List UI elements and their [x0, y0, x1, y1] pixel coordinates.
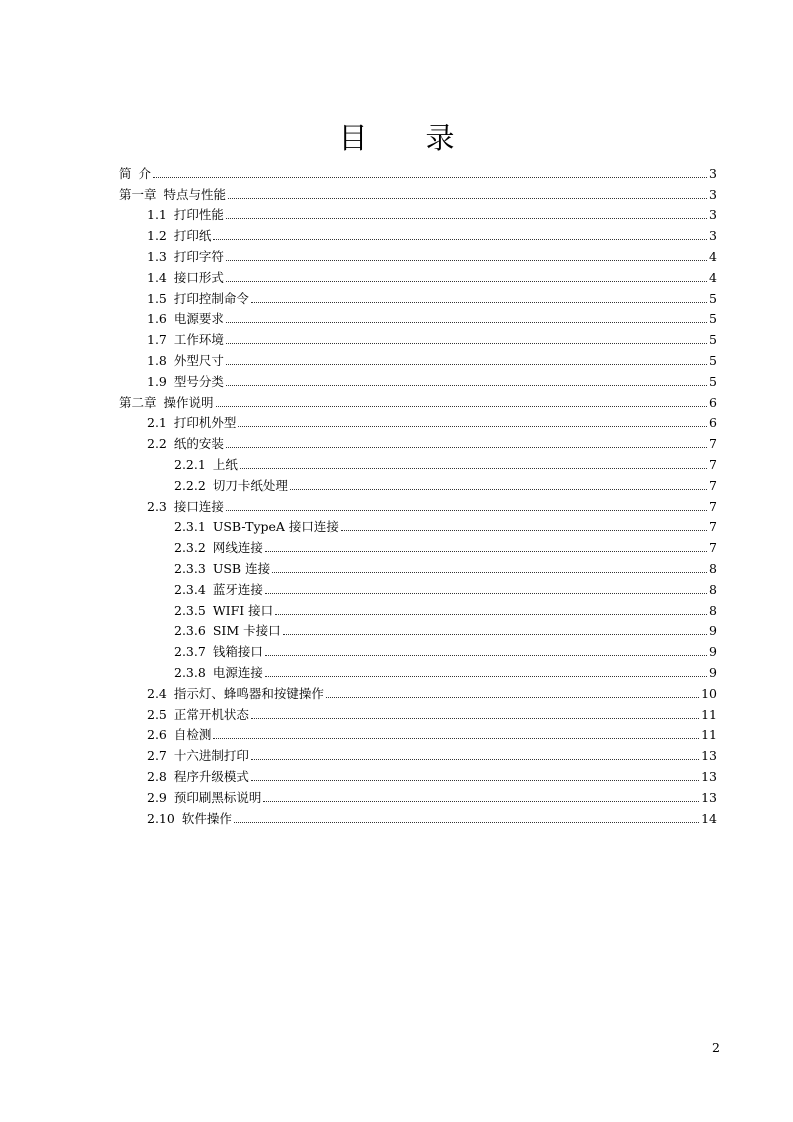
- toc-entry[interactable]: [119, 472, 717, 493]
- toc-entry-label: 预印刷黑标说明: [173, 789, 262, 805]
- toc-entry-title: [147, 228, 211, 243]
- toc-dot-leader: [228, 197, 707, 199]
- toc-entry[interactable]: [119, 597, 717, 618]
- toc-dot-leader: [265, 592, 707, 594]
- toc-entry-label: WIFI 接口: [212, 602, 274, 618]
- toc-entry-label: 外型尺寸: [173, 352, 224, 368]
- toc-entry[interactable]: [119, 742, 717, 763]
- toc-dot-leader: [226, 342, 707, 344]
- toc-entry-title: [174, 519, 339, 534]
- toc-entry-page: 7: [709, 436, 717, 452]
- toc-entry-page: 3: [709, 228, 717, 244]
- toc-entry-title: [174, 457, 238, 472]
- toc-entry-number: 2.1: [147, 415, 167, 431]
- toc-entry-label: SIM 卡接口: [212, 623, 281, 639]
- toc-entry-number: 2.5: [147, 706, 167, 722]
- toc-dot-leader: [234, 821, 699, 823]
- toc-dot-leader: [251, 301, 707, 303]
- toc-dot-leader: [283, 633, 707, 635]
- toc-entry-label: 工作环境: [173, 332, 224, 348]
- toc-entry-number: 2.3.7: [174, 644, 206, 660]
- toc-dot-leader: [265, 675, 707, 677]
- toc-entry-page: 7: [709, 540, 717, 556]
- toc-dot-leader: [251, 717, 699, 719]
- toc-entry-title: [147, 374, 224, 389]
- toc-entry-page: 5: [709, 290, 717, 306]
- toc-entry-label: 介: [138, 165, 152, 181]
- toc-entry-title: [147, 811, 232, 826]
- toc-entry-title: [174, 582, 263, 597]
- toc-entry[interactable]: [119, 222, 717, 243]
- toc-entry-page: 3: [709, 186, 717, 202]
- toc-entry-page: 5: [709, 311, 717, 327]
- toc-entry-page: 7: [709, 456, 717, 472]
- toc-entry-page: 11: [701, 727, 717, 743]
- toc-entry-page: 6: [709, 394, 717, 410]
- toc-entry-page: 11: [701, 706, 717, 722]
- toc-entry-label: 十六进制打印: [173, 748, 249, 764]
- toc-entry-label: 打印机外型: [173, 415, 237, 431]
- toc-entry-title: [147, 686, 324, 701]
- toc-entry-label: USB 连接: [212, 560, 271, 576]
- toc-dot-leader: [226, 259, 707, 261]
- toc-entry-page: 5: [709, 352, 717, 368]
- toc-entry-number: 1.3: [147, 248, 167, 264]
- toc-entry-number: 2.6: [147, 727, 167, 743]
- toc-entry-title: [147, 499, 224, 514]
- toc-entry[interactable]: [119, 805, 717, 826]
- toc-entry-number: 2.3.4: [174, 581, 206, 597]
- toc-entry-title: [147, 415, 236, 430]
- toc-entry[interactable]: [119, 430, 717, 451]
- toc-entry-title: [147, 291, 249, 306]
- toc-entry-page: 8: [709, 581, 717, 597]
- toc-entry-label: 操作说明: [163, 394, 214, 410]
- toc-entry-page: 5: [709, 332, 717, 348]
- toc-entry-title: [147, 207, 224, 222]
- toc-entry[interactable]: [119, 451, 717, 472]
- toc-dot-leader: [216, 405, 707, 407]
- toc-entry-page: 8: [709, 560, 717, 576]
- toc-entry-page: 9: [709, 664, 717, 680]
- toc-entry[interactable]: [119, 680, 717, 701]
- toc-dot-leader: [263, 800, 699, 802]
- toc-entry-label: 程序升级模式: [173, 768, 249, 784]
- toc-entry-number: 2.3.5: [174, 602, 206, 618]
- toc-dot-leader: [226, 384, 707, 386]
- toc-dot-leader: [226, 280, 707, 282]
- toc-entry[interactable]: [119, 181, 717, 202]
- toc-entry-title: [147, 769, 249, 784]
- toc-dot-leader: [290, 488, 707, 490]
- toc-entry-number: 1.5: [147, 290, 167, 306]
- toc-dot-leader: [341, 529, 707, 531]
- toc-dot-leader: [275, 613, 707, 615]
- toc-entry-page: 13: [701, 748, 717, 764]
- toc-entry-label: USB-TypeA 接口连接: [212, 519, 339, 535]
- toc-entry-label: 钱箱接口: [212, 644, 263, 660]
- toc-dot-leader: [226, 321, 707, 323]
- toc-entry-title: [174, 623, 281, 638]
- toc-entry-label: 打印纸: [173, 228, 212, 244]
- toc-entry-title: [119, 187, 226, 202]
- toc-entry-page: 6: [709, 415, 717, 431]
- toc-entry-label: 指示灯、蜂鸣器和按键操作: [173, 685, 324, 701]
- toc-entry[interactable]: [119, 202, 717, 223]
- toc-entry-page: 10: [701, 685, 717, 701]
- toc-entry-number: 1.9: [147, 373, 167, 389]
- toc-entry-title: [147, 311, 224, 326]
- toc-entry-label: 电源要求: [173, 311, 224, 327]
- toc-entry-label: 正常开机状态: [173, 706, 249, 722]
- toc-entry-number: 1.7: [147, 332, 167, 348]
- toc-entry-title: [119, 395, 214, 410]
- toc-entry-number: 简: [119, 165, 132, 181]
- toc-entry-number: 2.3.1: [174, 519, 206, 535]
- toc-entry-label: 接口连接: [173, 498, 224, 514]
- toc-entry[interactable]: [119, 493, 717, 514]
- toc-dot-leader: [326, 696, 699, 698]
- toc-entry-label: 特点与性能: [163, 186, 227, 202]
- toc-entry-label: 接口形式: [173, 269, 224, 285]
- toc-entry-title: [147, 270, 224, 285]
- toc-entry-label: 打印性能: [173, 207, 224, 223]
- toc-entry[interactable]: [119, 576, 717, 597]
- toc-entry[interactable]: [119, 659, 717, 680]
- toc-entry-number: 2.8: [147, 768, 167, 784]
- toc-entry-number: 第二章: [119, 394, 157, 410]
- toc-entry-label: 网线连接: [212, 540, 263, 556]
- toc-entry-title: [174, 603, 273, 618]
- toc-entry-number: 2.3.8: [174, 664, 206, 680]
- toc-entry-number: 2.3.6: [174, 623, 206, 639]
- toc-dot-leader: [251, 758, 699, 760]
- toc-dot-leader: [265, 654, 707, 656]
- page-title: [0, 118, 793, 158]
- toc-entry-number: 2.9: [147, 789, 167, 805]
- toc-entry-title: [174, 644, 263, 659]
- toc-entry[interactable]: [119, 701, 717, 722]
- toc-dot-leader: [238, 425, 707, 427]
- toc-entry[interactable]: [119, 264, 717, 285]
- toc-entry-title: [147, 790, 261, 805]
- toc-dot-leader: [265, 550, 707, 552]
- toc-entry-title: [147, 332, 224, 347]
- toc-entry[interactable]: [119, 514, 717, 535]
- toc-entry-page: 4: [709, 269, 717, 285]
- toc-entry-number: 1.8: [147, 352, 167, 368]
- toc-entry-page: 13: [701, 789, 717, 805]
- toc-entry[interactable]: [119, 243, 717, 264]
- toc-entry[interactable]: [119, 534, 717, 555]
- toc-entry-label: 上纸: [212, 456, 238, 472]
- toc-entry[interactable]: [119, 784, 717, 805]
- page-title-char-2: 录: [425, 121, 455, 155]
- toc-entry[interactable]: [119, 285, 717, 306]
- toc-entry-title: [147, 353, 224, 368]
- toc-entry[interactable]: [119, 618, 717, 639]
- toc-dot-leader: [226, 509, 707, 511]
- toc-entry-page: 7: [709, 477, 717, 493]
- toc-entry-label: 切刀卡纸处理: [212, 477, 288, 493]
- toc-entry[interactable]: [119, 368, 717, 389]
- toc-dot-leader: [226, 446, 707, 448]
- toc-entry-title: [174, 665, 263, 680]
- toc-dot-leader: [213, 238, 707, 240]
- toc-entry[interactable]: [119, 160, 717, 181]
- toc-entry-number: 2.7: [147, 748, 167, 764]
- toc-entry[interactable]: [119, 347, 717, 368]
- toc-entry-label: 纸的安装: [173, 436, 224, 452]
- toc-entry-label: 打印控制命令: [173, 290, 249, 306]
- toc-entry-number: 1.6: [147, 311, 167, 327]
- toc-entry-number: 2.3.2: [174, 540, 206, 556]
- toc-entry-title: [147, 707, 249, 722]
- toc-entry-page: 9: [709, 623, 717, 639]
- toc-entry[interactable]: [119, 722, 717, 743]
- toc-entry-number: 1.2: [147, 228, 167, 244]
- toc-entry[interactable]: [119, 389, 717, 410]
- toc-entry-page: 7: [709, 498, 717, 514]
- page-number: 2: [712, 1040, 720, 1055]
- page-title-char-1: 目: [338, 121, 368, 155]
- toc-entry-title: [147, 436, 224, 451]
- toc-dot-leader: [213, 737, 699, 739]
- toc-dot-leader: [153, 176, 707, 178]
- toc-entry[interactable]: [119, 326, 717, 347]
- table-of-contents: [119, 160, 717, 826]
- toc-entry-number: 2.2: [147, 436, 167, 452]
- toc-entry-label: 电源连接: [212, 664, 263, 680]
- toc-entry-number: 第一章: [119, 186, 157, 202]
- toc-dot-leader: [226, 363, 707, 365]
- toc-entry-label: 打印字符: [173, 248, 224, 264]
- toc-dot-leader: [240, 467, 707, 469]
- toc-dot-leader: [226, 217, 707, 219]
- toc-entry-number: 2.4: [147, 685, 167, 701]
- toc-entry[interactable]: [119, 555, 717, 576]
- toc-entry-page: 9: [709, 644, 717, 660]
- toc-entry-number: 2.3: [147, 498, 167, 514]
- toc-entry-title: [174, 540, 263, 555]
- toc-entry-label: 软件操作: [181, 810, 232, 826]
- toc-entry-number: 1.1: [147, 207, 167, 223]
- toc-entry-page: 3: [709, 165, 717, 181]
- toc-entry-number: 2.2.1: [174, 456, 206, 472]
- toc-entry-number: 1.4: [147, 269, 167, 285]
- toc-entry[interactable]: [119, 638, 717, 659]
- toc-entry-label: 型号分类: [173, 373, 224, 389]
- toc-entry-title: [147, 249, 224, 264]
- toc-entry-label: 自检测: [173, 727, 212, 743]
- toc-entry-page: 7: [709, 519, 717, 535]
- toc-entry-number: 2.2.2: [174, 477, 206, 493]
- toc-entry-page: 13: [701, 768, 717, 784]
- toc-entry-page: 3: [709, 207, 717, 223]
- toc-dot-leader: [272, 571, 707, 573]
- toc-entry-label: 蓝牙连接: [212, 581, 263, 597]
- toc-entry-title: [147, 748, 249, 763]
- toc-entry-page: 5: [709, 373, 717, 389]
- toc-entry[interactable]: [119, 306, 717, 327]
- toc-entry-page: 8: [709, 602, 717, 618]
- toc-entry-page: 14: [701, 810, 717, 826]
- toc-entry-page: 4: [709, 248, 717, 264]
- toc-entry-title: [119, 166, 151, 181]
- toc-entry-number: 2.10: [147, 810, 175, 826]
- toc-entry[interactable]: [119, 763, 717, 784]
- toc-entry[interactable]: [119, 410, 717, 431]
- toc-dot-leader: [251, 779, 699, 781]
- toc-entry-title: [147, 727, 211, 742]
- toc-entry-title: [174, 478, 288, 493]
- toc-entry-number: 2.3.3: [174, 560, 206, 576]
- toc-entry-title: [174, 561, 270, 576]
